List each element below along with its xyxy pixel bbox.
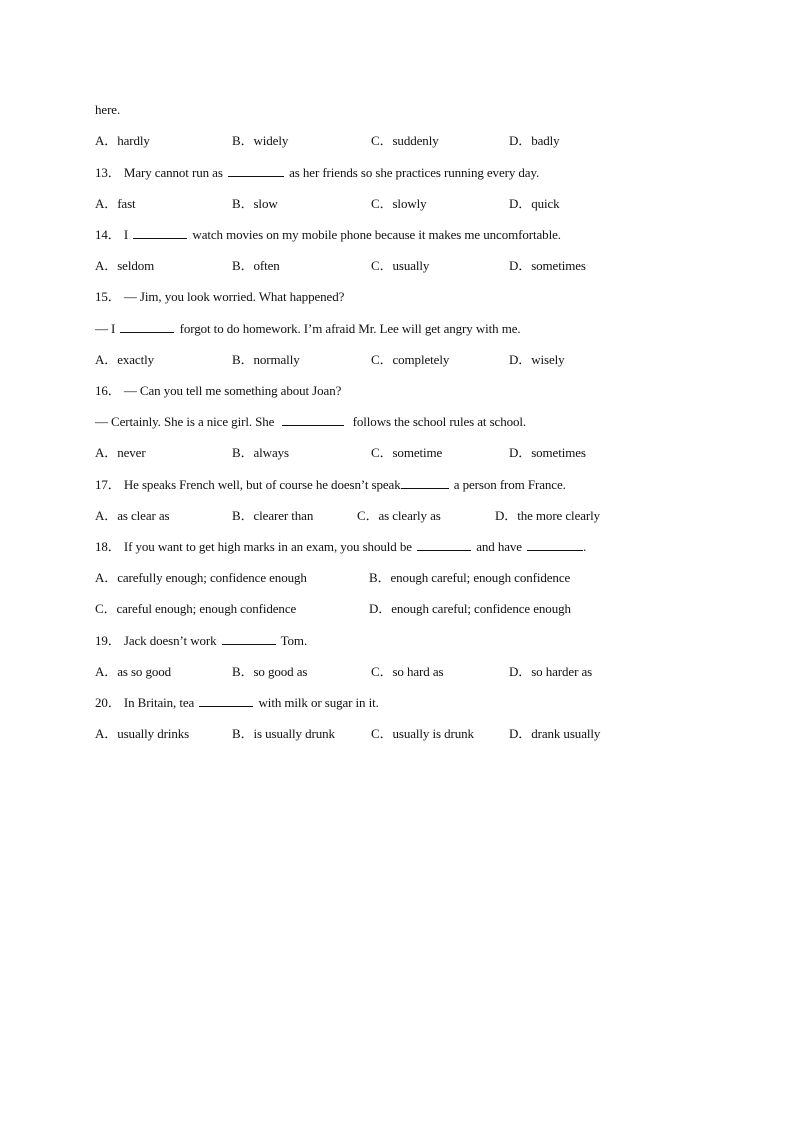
stem-before: In Britain, tea <box>123 695 195 710</box>
answer-blank[interactable] <box>222 632 276 645</box>
stem-middle: and have <box>476 539 522 554</box>
option-c[interactable]: C．usually is drunk <box>371 726 474 741</box>
question-12-continuation: here. <box>95 102 121 117</box>
option-c[interactable]: C．careful enough; enough confidence <box>95 601 297 616</box>
question-13-stem <box>95 164 539 182</box>
question-number: 13． <box>95 165 121 180</box>
stem-before: I <box>123 227 129 242</box>
question-14-stem <box>95 226 561 244</box>
option-b[interactable]: B．clearer than <box>232 508 314 523</box>
option-b[interactable]: B．widely <box>232 133 289 148</box>
option-c[interactable]: C．so hard as <box>371 664 444 679</box>
answer-blank[interactable] <box>199 694 253 707</box>
answer-blank[interactable] <box>120 320 174 333</box>
answer-blank-1[interactable] <box>417 538 471 551</box>
question-15-reply <box>95 320 521 338</box>
option-c[interactable]: C．as clearly as <box>357 508 441 523</box>
option-a[interactable]: A．as so good <box>95 664 172 679</box>
question-number: 14． <box>95 227 121 242</box>
option-a[interactable]: A．never <box>95 445 146 460</box>
question-number: 17． <box>95 477 121 492</box>
option-c[interactable]: C．completely <box>371 352 450 367</box>
question-18-stem <box>95 538 586 556</box>
option-b[interactable]: B．so good as <box>232 664 308 679</box>
question-number: 19． <box>95 633 121 648</box>
stem: — Jim, you look worried. What happened? <box>123 289 345 304</box>
answer-blank[interactable] <box>282 413 344 426</box>
option-a[interactable]: A．usually drinks <box>95 726 190 741</box>
question-16-reply <box>95 413 526 431</box>
reply-after: forgot to do homework. I’m afraid Mr. Lee will get angry with me. <box>179 321 521 336</box>
option-c[interactable]: C．suddenly <box>371 133 439 148</box>
option-d[interactable]: D．sometimes <box>509 445 586 460</box>
reply-before: — Certainly. She is a nice girl. She <box>95 414 275 429</box>
option-b[interactable]: B．enough careful; enough confidence <box>369 570 571 585</box>
stem-after: as her friends so she practices running every day. <box>289 165 540 180</box>
option-a[interactable]: A．exactly <box>95 352 155 367</box>
reply-before: — I <box>95 321 116 336</box>
option-a[interactable]: A．fast <box>95 196 136 211</box>
option-d[interactable]: D．wisely <box>509 352 565 367</box>
question-20-stem <box>95 694 379 712</box>
option-d[interactable]: D．so harder as <box>509 664 593 679</box>
question-number: 16． <box>95 383 121 398</box>
stem-after: watch movies on my mobile phone because it makes me uncomfortable. <box>192 227 561 242</box>
question-number: 18． <box>95 539 121 554</box>
option-d[interactable]: D．the more clearly <box>495 508 601 523</box>
question-16-stem <box>95 382 341 400</box>
option-a[interactable]: A．as clear as <box>95 508 170 523</box>
option-d[interactable]: D．quick <box>509 196 560 211</box>
question-15-stem <box>95 288 344 306</box>
stem-after: . <box>583 539 587 554</box>
option-b[interactable]: B．slow <box>232 196 278 211</box>
option-d[interactable]: D．sometimes <box>509 258 586 273</box>
question-19-stem <box>95 632 307 650</box>
stem-after: with milk or sugar in it. <box>258 695 379 710</box>
option-b[interactable]: B．often <box>232 258 280 273</box>
option-a[interactable]: A．hardly <box>95 133 150 148</box>
stem-before: He speaks French well, but of course he doesn’t speak <box>123 477 401 492</box>
stem-after: Tom. <box>280 633 308 648</box>
answer-blank[interactable] <box>133 226 187 239</box>
question-number: 15． <box>95 289 121 304</box>
option-c[interactable]: C．sometime <box>371 445 443 460</box>
stem-after: a person from France. <box>453 477 566 492</box>
stem-before: Mary cannot run as <box>123 165 223 180</box>
answer-blank-2[interactable] <box>527 538 583 551</box>
option-c[interactable]: C．usually <box>371 258 430 273</box>
option-d[interactable]: D．drank usually <box>509 726 601 741</box>
option-b[interactable]: B．always <box>232 445 289 460</box>
stem-before: Jack doesn’t work <box>123 633 217 648</box>
option-a[interactable]: A．seldom <box>95 258 155 273</box>
stem-before: If you want to get high marks in an exam, you should be <box>123 539 412 554</box>
answer-blank[interactable] <box>228 164 284 177</box>
question-17-stem <box>95 476 566 494</box>
answer-blank[interactable] <box>401 476 449 489</box>
stem: — Can you tell me something about Joan? <box>123 383 342 398</box>
reply-after: follows the school rules at school. <box>352 414 527 429</box>
option-b[interactable]: B．normally <box>232 352 300 367</box>
option-d[interactable]: D．badly <box>509 133 560 148</box>
option-c[interactable]: C．slowly <box>371 196 427 211</box>
option-a[interactable]: A．carefully enough; confidence enough <box>95 570 307 585</box>
option-d[interactable]: D．enough careful; confidence enough <box>369 601 571 616</box>
option-b[interactable]: B．is usually drunk <box>232 726 335 741</box>
question-number: 20． <box>95 695 121 710</box>
